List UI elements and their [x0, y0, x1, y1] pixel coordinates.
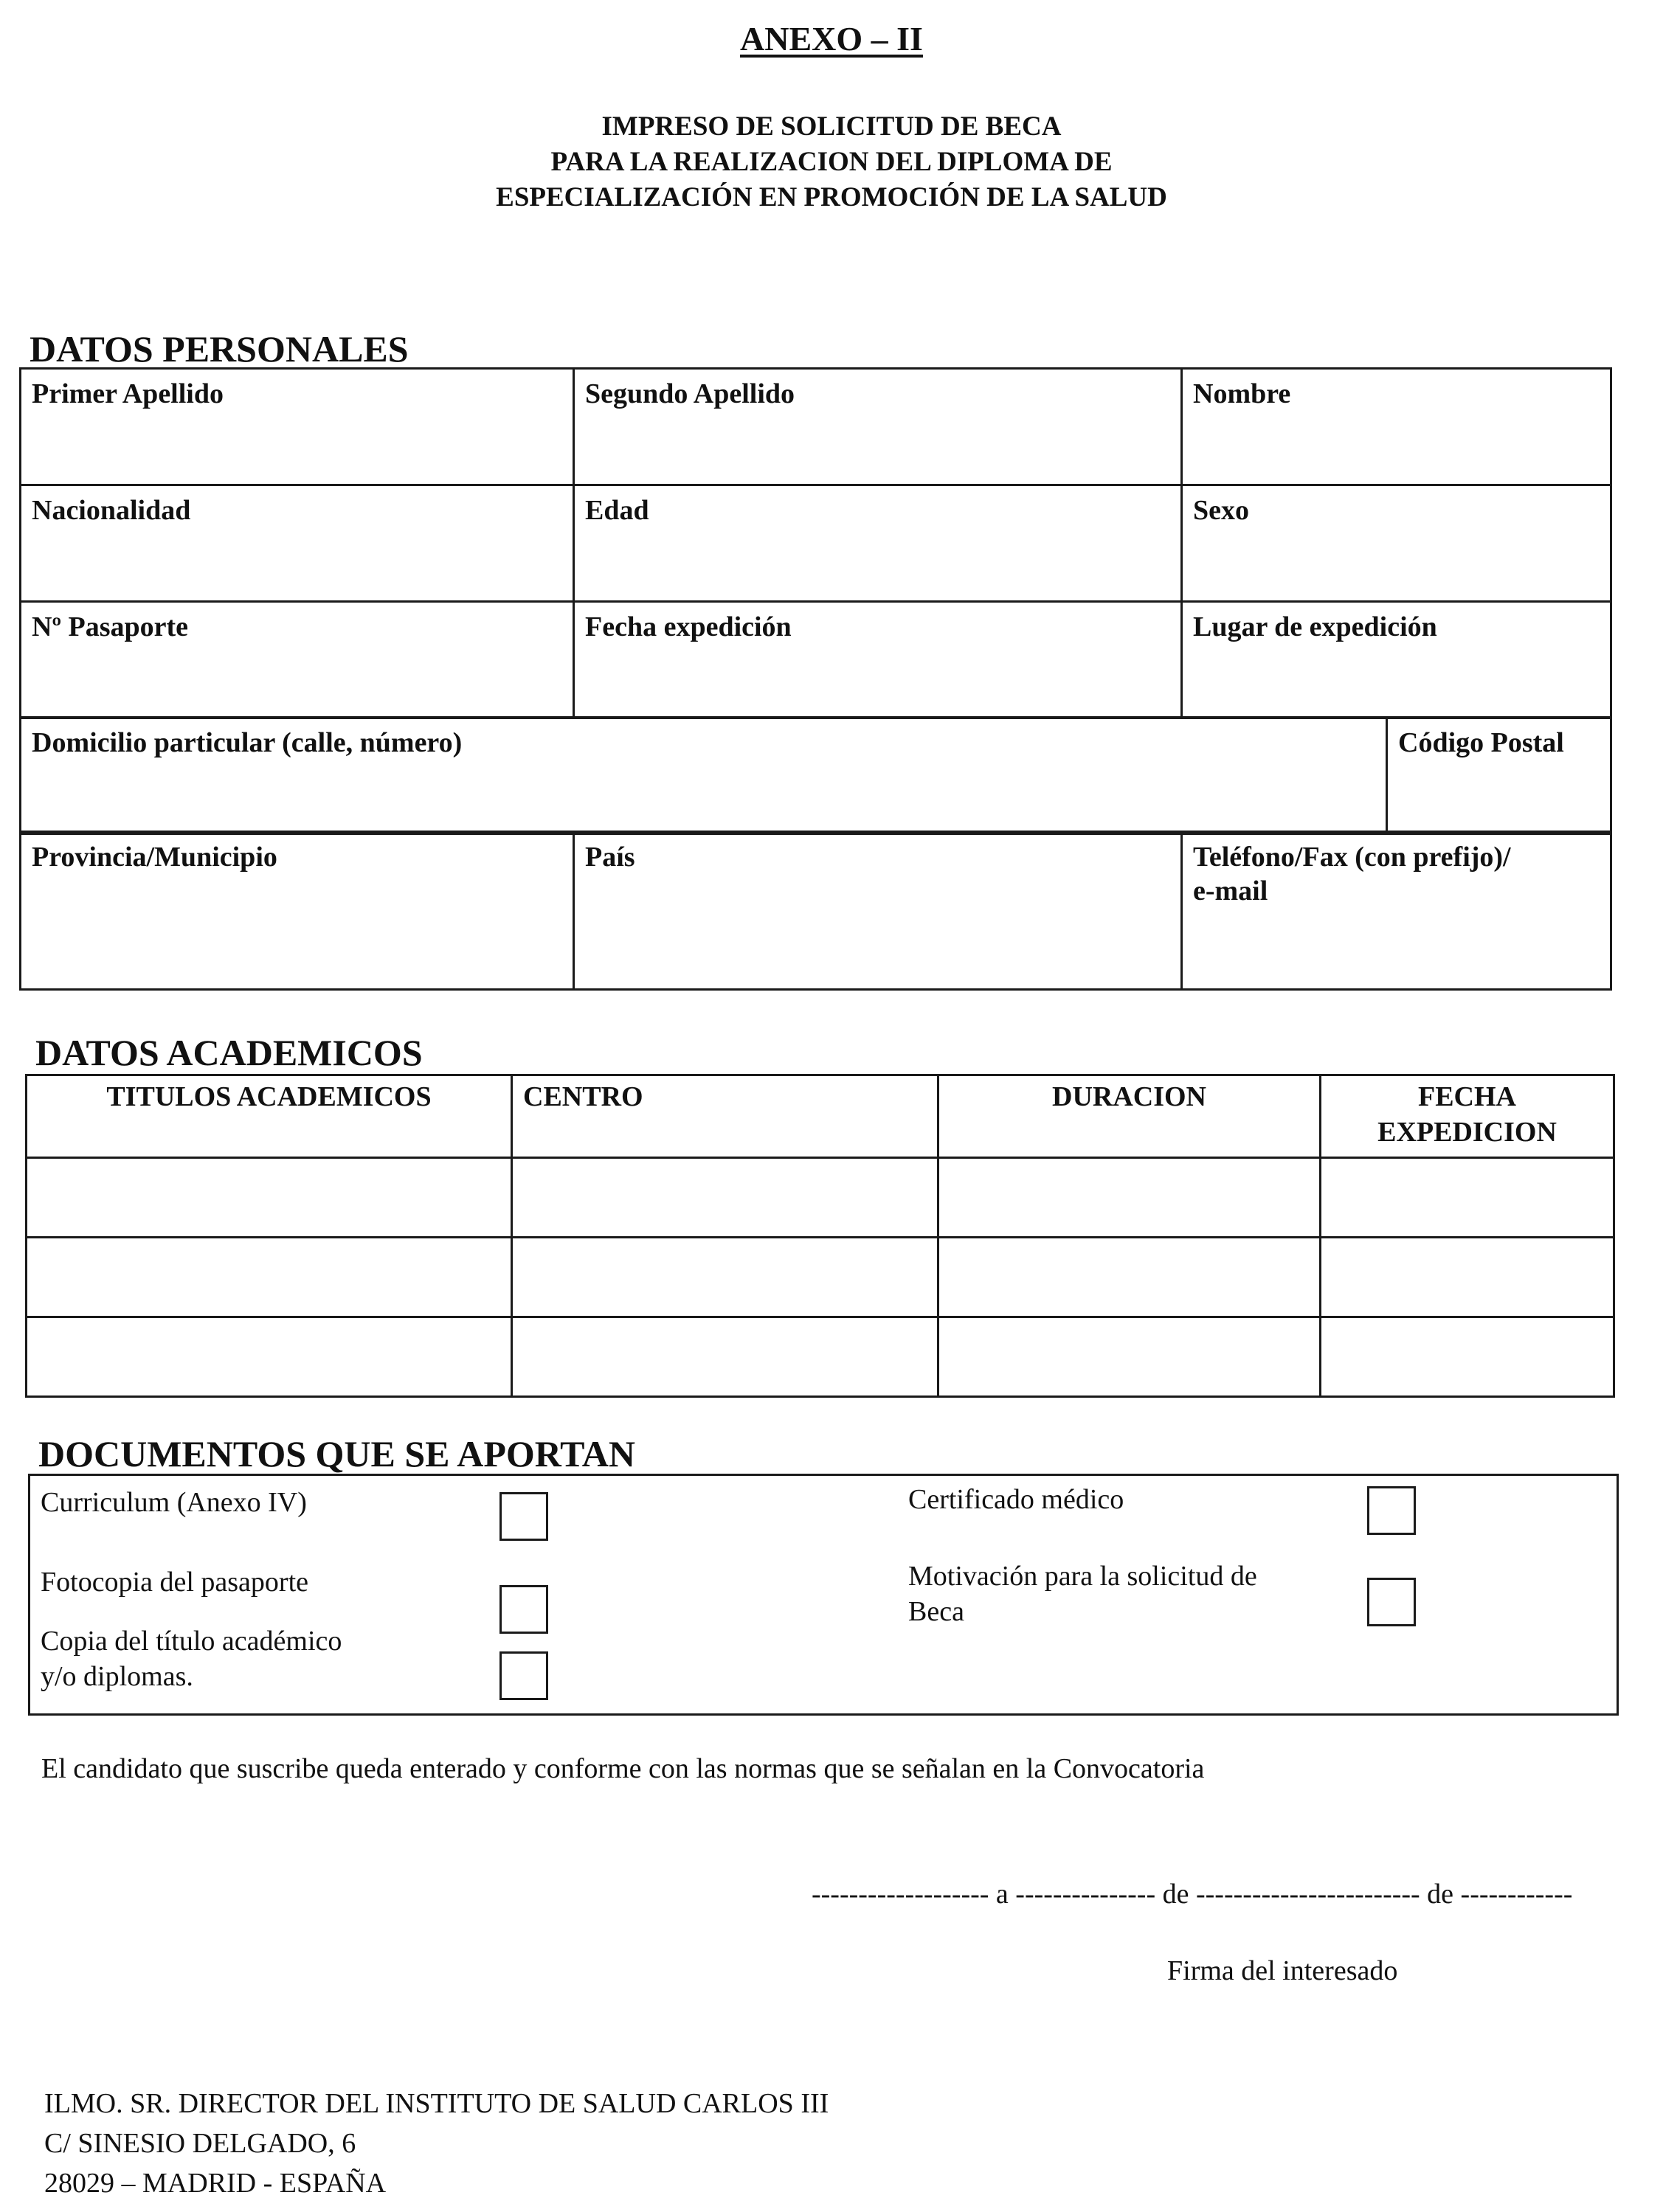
cell-duracion[interactable] — [938, 1317, 1321, 1397]
address-line-3: 28029 – MADRID - ESPAÑA — [44, 2168, 387, 2199]
signature-label: Firma del interesado — [1167, 1955, 1398, 1986]
field-pais[interactable]: País — [574, 832, 1182, 990]
title-copy-checkbox[interactable] — [499, 1651, 548, 1700]
cell-duracion[interactable] — [938, 1238, 1321, 1317]
doc-motivation-label-1: Motivación para la solicitud de — [908, 1561, 1257, 1592]
field-edad[interactable]: Edad — [574, 485, 1182, 602]
cell-fecha[interactable] — [1321, 1238, 1614, 1317]
field-nombre[interactable]: Nombre — [1182, 369, 1611, 485]
subtitle-line-1: IMPRESO DE SOLICITUD DE BECA — [601, 111, 1062, 142]
passport-checkbox[interactable] — [499, 1585, 548, 1634]
doc-title-copy-label-1: Copia del título académico — [41, 1626, 342, 1657]
address-table — [19, 716, 1612, 835]
address-line-1: ILMO. SR. DIRECTOR DEL INSTITUTO DE SALUD CARLOS III — [44, 2088, 829, 2119]
col-duracion: DURACION — [938, 1075, 1321, 1158]
table-row — [27, 1238, 1614, 1317]
field-lugar-expedicion[interactable]: Lugar de expedición — [1182, 602, 1611, 718]
col-centro: CENTRO — [512, 1075, 938, 1158]
documents-heading: DOCUMENTOS QUE SE APORTAN — [38, 1433, 636, 1474]
table-row — [27, 1317, 1614, 1397]
col-fecha-expedicion: FECHA EXPEDICION — [1321, 1075, 1614, 1158]
cell-centro[interactable] — [512, 1238, 938, 1317]
documents-box — [28, 1474, 1619, 1716]
document-title: ANEXO – II — [740, 20, 923, 58]
cell-fecha[interactable] — [1321, 1317, 1614, 1397]
declaration-text: El candidato que suscribe queda enterado y conforme con las normas que se señalan en la Convocatoria — [41, 1753, 1205, 1784]
doc-title-copy-label-2: y/o diplomas. — [41, 1661, 193, 1692]
subtitle-line-2: PARA LA REALIZACION DEL DIPLOMA DE — [550, 147, 1113, 177]
field-segundo-apellido[interactable]: Segundo Apellido — [574, 369, 1182, 485]
medical-checkbox[interactable] — [1367, 1486, 1416, 1535]
field-primer-apellido[interactable]: Primer Apellido — [21, 369, 574, 485]
motivation-checkbox[interactable] — [1367, 1578, 1416, 1626]
table-row — [27, 1158, 1614, 1238]
address-line-2: C/ SINESIO DELGADO, 6 — [44, 2128, 356, 2159]
academic-table — [25, 1074, 1615, 1398]
date-line[interactable]: ------------------- a --------------- de ------------------------ de ------------ — [812, 1879, 1573, 1910]
doc-motivation-label-2: Beca — [908, 1596, 964, 1627]
field-fecha-expedicion[interactable]: Fecha expedición — [574, 602, 1182, 718]
cell-titulo[interactable] — [27, 1158, 512, 1238]
cell-titulo[interactable] — [27, 1317, 512, 1397]
cell-centro[interactable] — [512, 1158, 938, 1238]
cell-fecha[interactable] — [1321, 1158, 1614, 1238]
field-domicilio[interactable]: Domicilio particular (calle, número) — [21, 718, 1387, 834]
academic-data-heading: DATOS ACADEMICOS — [35, 1032, 423, 1073]
curriculum-checkbox[interactable] — [499, 1492, 548, 1541]
field-sexo[interactable]: Sexo — [1182, 485, 1611, 602]
personal-data-table — [19, 367, 1612, 719]
subtitle-line-3: ESPECIALIZACIÓN EN PROMOCIÓN DE LA SALUD — [496, 182, 1167, 212]
field-codigo-postal[interactable]: Código Postal — [1387, 718, 1611, 834]
field-pasaporte[interactable]: Nº Pasaporte — [21, 602, 574, 718]
cell-duracion[interactable] — [938, 1158, 1321, 1238]
field-telefono[interactable]: Teléfono/Fax (con prefijo)/ e-mail — [1182, 832, 1611, 990]
cell-titulo[interactable] — [27, 1238, 512, 1317]
location-table — [19, 831, 1612, 991]
field-nacionalidad[interactable]: Nacionalidad — [21, 485, 574, 602]
doc-curriculum-label: Curriculum (Anexo IV) — [41, 1487, 307, 1518]
personal-data-heading: DATOS PERSONALES — [30, 328, 409, 370]
cell-centro[interactable] — [512, 1317, 938, 1397]
col-titulos: TITULOS ACADEMICOS — [27, 1075, 512, 1158]
doc-medical-label: Certificado médico — [908, 1484, 1124, 1515]
doc-passport-label: Fotocopia del pasaporte — [41, 1567, 309, 1598]
field-provincia[interactable]: Provincia/Municipio — [21, 832, 574, 990]
